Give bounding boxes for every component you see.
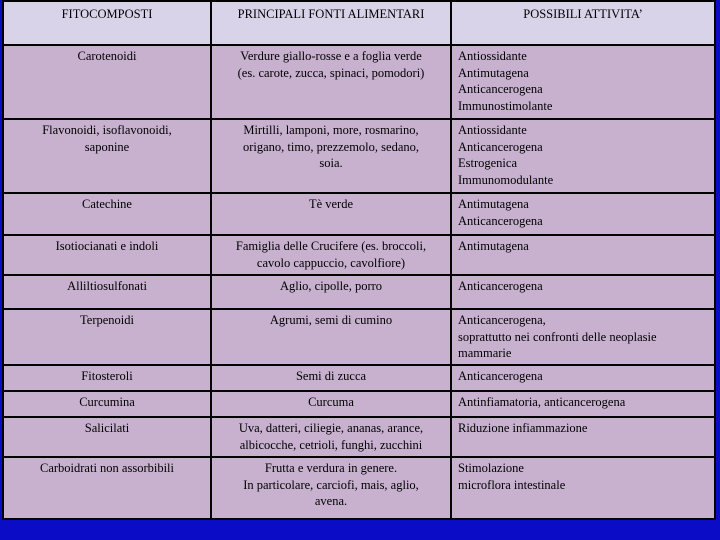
- cell-line: Antiossidante: [458, 123, 527, 137]
- activities-cell: [451, 193, 715, 235]
- table-row: [3, 365, 715, 391]
- cell-line: Verdure giallo-rosse e a foglia verde: [240, 49, 422, 63]
- cell-line: soia.: [319, 156, 343, 170]
- cell-line: Immunomodulante: [458, 172, 554, 187]
- cell-line: cavolo cappuccio, cavolfiore): [256, 255, 406, 270]
- sources-cell: [211, 457, 451, 519]
- cell-line: Frutta e verdura in genere.: [264, 461, 398, 475]
- sources-cell: [211, 45, 451, 119]
- cell-line: soprattutto nei confronti delle neoplasie: [458, 329, 657, 344]
- activities-cell: [451, 391, 715, 417]
- cell-line: Anticancerogena: [458, 82, 543, 96]
- compound-cell: [3, 417, 211, 457]
- table-row: [3, 193, 715, 235]
- cell-line: Curcuma: [308, 395, 354, 409]
- cell-line: Curcumina: [79, 395, 135, 409]
- cell-line: Estrogenica: [458, 156, 518, 170]
- activities-cell: [451, 309, 715, 365]
- cell-line: Anticancerogena: [458, 369, 543, 383]
- cell-line: Antimutagena: [458, 197, 529, 211]
- cell-line: Isotiocianati e indoli: [55, 239, 159, 253]
- table-row: [3, 275, 715, 309]
- sources-cell: [211, 235, 451, 275]
- compound-cell: [3, 391, 211, 417]
- cell-line: In particolare, carciofi, mais, aglio,: [243, 477, 419, 492]
- table-row: [3, 235, 715, 275]
- sources-cell: [211, 391, 451, 417]
- cell-line: Terpenoidi: [80, 313, 134, 327]
- cell-line: Famiglia delle Crucifere (es. broccoli,: [235, 239, 427, 253]
- cell-line: Alliltiosulfonati: [67, 279, 147, 293]
- cell-line: Anticancerogena,: [458, 313, 546, 327]
- compound-cell: [3, 235, 211, 275]
- cell-line: origano, timo, prezzemolo, sedano,: [243, 139, 419, 154]
- cell-line: Riduzione infiammazione: [458, 421, 588, 435]
- cell-line: saponine: [84, 139, 130, 154]
- header-fonti-alimentari: PRINCIPALI FONTI ALIMENTARI: [211, 1, 451, 45]
- cell-line: Antinfiamatoria, anticancerogena: [458, 395, 626, 409]
- table-row: [3, 417, 715, 457]
- cell-line: Anticancerogena: [458, 213, 543, 228]
- activities-cell: [451, 119, 715, 193]
- cell-line: Mirtilli, lamponi, more, rosmarino,: [243, 123, 419, 137]
- table-row: [3, 45, 715, 119]
- cell-line: albicocche, cetrioli, funghi, zucchini: [239, 437, 423, 452]
- compound-cell: [3, 45, 211, 119]
- activities-cell: [451, 235, 715, 275]
- cell-line: Salicilati: [84, 421, 130, 435]
- cell-line: Antimutagena: [458, 65, 529, 80]
- table-row: [3, 309, 715, 365]
- phytocompounds-table: [2, 0, 716, 520]
- compound-cell: [3, 119, 211, 193]
- activities-cell: [451, 365, 715, 391]
- cell-line: Catechine: [82, 197, 132, 211]
- sources-cell: [211, 417, 451, 457]
- cell-line: mammarie: [458, 346, 512, 360]
- cell-line: Aglio, cipolle, porro: [279, 279, 383, 293]
- sources-cell: [211, 275, 451, 309]
- header-row: [3, 1, 715, 45]
- cell-line: Antiossidante: [458, 49, 527, 63]
- compound-cell: [3, 457, 211, 519]
- cell-line: Anticancerogena: [458, 279, 543, 293]
- cell-line: Immunostimolante: [458, 98, 553, 113]
- cell-line: Antimutagena: [458, 239, 529, 253]
- cell-line: (es. carote, zucca, spinaci, pomodori): [237, 65, 425, 80]
- cell-line: Agrumi, semi di cumino: [269, 313, 393, 327]
- compound-cell: [3, 193, 211, 235]
- cell-line: Tè verde: [308, 197, 354, 211]
- table-row: [3, 119, 715, 193]
- cell-line: microflora intestinale: [458, 477, 566, 492]
- cell-line: Semi di zucca: [295, 369, 367, 383]
- cell-line: Stimolazione: [458, 461, 524, 475]
- table-row: [3, 391, 715, 417]
- cell-line: Anticancerogena: [458, 139, 543, 154]
- sources-cell: [211, 365, 451, 391]
- header-attivita: POSSIBILI ATTIVITA’: [451, 1, 715, 45]
- compound-cell: [3, 365, 211, 391]
- sources-cell: [211, 119, 451, 193]
- compound-cell: [3, 275, 211, 309]
- table-row: [3, 457, 715, 519]
- cell-line: Carboidrati non assorbibili: [39, 461, 174, 475]
- activities-cell: [451, 417, 715, 457]
- cell-line: Carotenoidi: [77, 49, 137, 63]
- activities-cell: [451, 45, 715, 119]
- compound-cell: [3, 309, 211, 365]
- header-fitocomposti: FITOCOMPOSTI: [3, 1, 211, 45]
- cell-line: Uva, datteri, ciliegie, ananas, arance,: [238, 421, 424, 435]
- sources-cell: [211, 193, 451, 235]
- activities-cell: [451, 275, 715, 309]
- activities-cell: [451, 457, 715, 519]
- cell-line: Fitosteroli: [81, 369, 133, 383]
- cell-line: avena.: [314, 494, 348, 508]
- sources-cell: [211, 309, 451, 365]
- cell-line: Flavonoidi, isoflavonoidi,: [42, 123, 172, 137]
